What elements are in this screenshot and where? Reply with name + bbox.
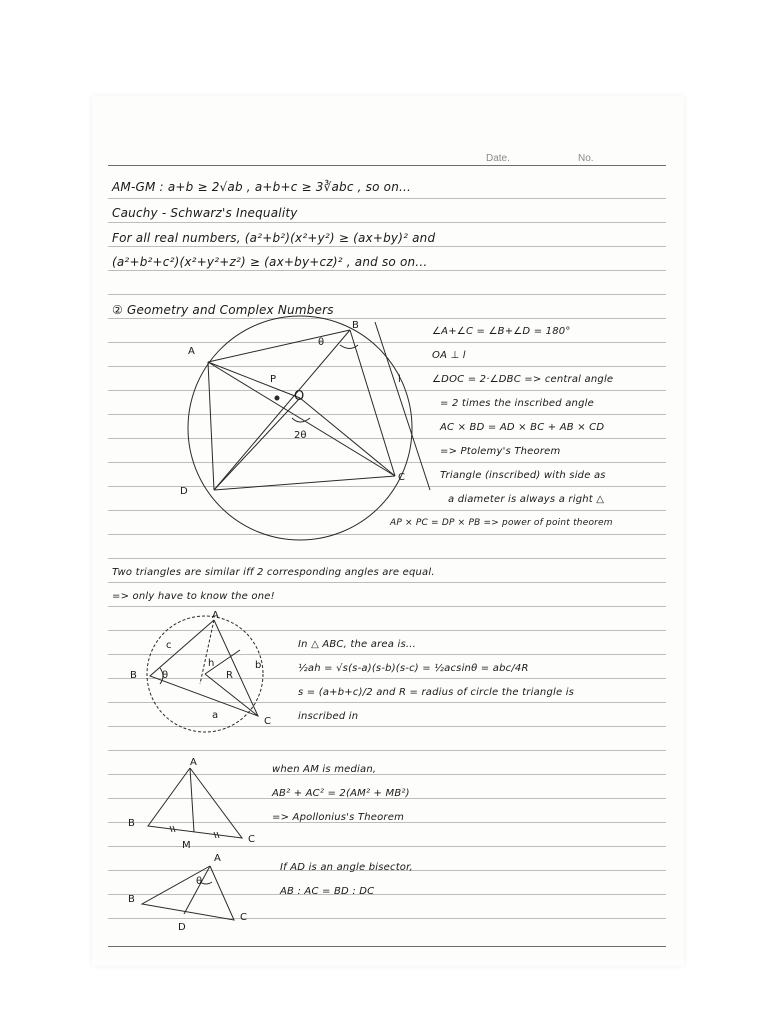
fig2-label-h: h [208,658,215,669]
geometry-note-1: ∠A+∠C = ∠B+∠D = 180° [432,326,571,337]
geometry-note-4: = 2 times the inscribed angle [440,398,594,409]
fig1-label-o: O [294,389,305,404]
fig4-label-c: C [240,912,247,923]
fig2-label-b-side: b [255,660,262,671]
cauchy-schwarz-title: Cauchy - Schwarz's Inequality [112,206,298,220]
fig2-label-theta: θ [162,670,169,681]
circumscribed-triangle-figure [140,612,280,732]
bisector-note-2: AB : AC = BD : DC [280,886,375,897]
geometry-note-9: AP × PC = DP × PB => power of point theorem [390,518,613,528]
area-note-1: In △ ABC, the area is... [298,639,416,650]
date-label: Date. [486,153,510,164]
fig4-label-d: D [178,922,186,933]
fig3-label-b: B [128,818,135,829]
cauchy-schwarz-line2: (a²+b²+c²)(x²+y²+z²) ≥ (ax+by+cz)² , and so on... [112,255,428,269]
fig4-label-b: B [128,894,135,905]
fig2-label-a-side: a [212,710,219,721]
geometry-note-2: OA ⊥ l [432,350,466,361]
fig1-label-p: P [270,374,277,385]
similar-triangles-line1: Two triangles are similar iff 2 corresponding angles are equal. [112,567,435,578]
fig2-label-c-side: c [166,640,172,651]
geometry-note-5: AC × BD = AD × BC + AB × CD [440,422,605,433]
cauchy-schwarz-line1: For all real numbers, (a²+b²)(x²+y²) ≥ (ax+by)² and [112,231,436,245]
fig1-label-a: A [188,346,195,357]
geometry-note-3: ∠DOC = 2·∠DBC => central angle [432,374,614,385]
geometry-note-7: Triangle (inscribed) with side as [440,470,606,481]
angle-bisector-figure [136,860,246,930]
fig2-label-b: B [130,670,137,681]
fig4-label-theta: θ [196,876,203,887]
fig1-label-theta: θ [318,337,325,348]
area-note-4: inscribed in [298,711,359,722]
median-note-1: when AM is median, [272,764,377,775]
am-gm-line: AM-GM : a+b ≥ 2√ab , a+b+c ≥ 3∛abc , so on... [112,180,412,194]
median-triangle-figure [140,762,250,842]
fig1-label-d: D [180,486,188,497]
area-note-3: s = (a+b+c)/2 and R = radius of circle the triangle is [298,687,575,698]
similar-triangles-line2: => only have to know the one! [112,591,275,602]
cyclic-quadrilateral-figure [180,300,440,550]
fig4-label-a: A [214,853,221,864]
geometry-note-6: => Ptolemy's Theorem [440,446,561,457]
fig2-label-a: A [212,610,219,621]
fig1-label-b: B [352,320,359,331]
fig1-label-2theta: 2θ [294,430,307,441]
median-note-3: => Apollonius's Theorem [272,812,405,823]
number-label: No. [578,153,594,164]
area-note-2: ½ah = √s(s-a)(s-b)(s-c) = ½acsinθ = abc/4R [298,663,529,674]
geometry-heading: ② Geometry and Complex Numbers [112,303,334,317]
bisector-note-1: If AD is an angle bisector, [280,862,413,873]
fig1-label-c: C [398,472,405,483]
fig3-label-a: A [190,757,197,768]
geometry-note-8: a diameter is always a right △ [448,494,605,505]
fig2-label-c: C [264,716,271,727]
median-note-2: AB² + AC² = 2(AM² + MB²) [272,788,410,799]
fig2-label-r: R [226,670,233,681]
fig3-label-m: M [182,840,191,851]
fig1-label-l: l [398,374,401,385]
fig3-label-c: C [248,834,255,845]
